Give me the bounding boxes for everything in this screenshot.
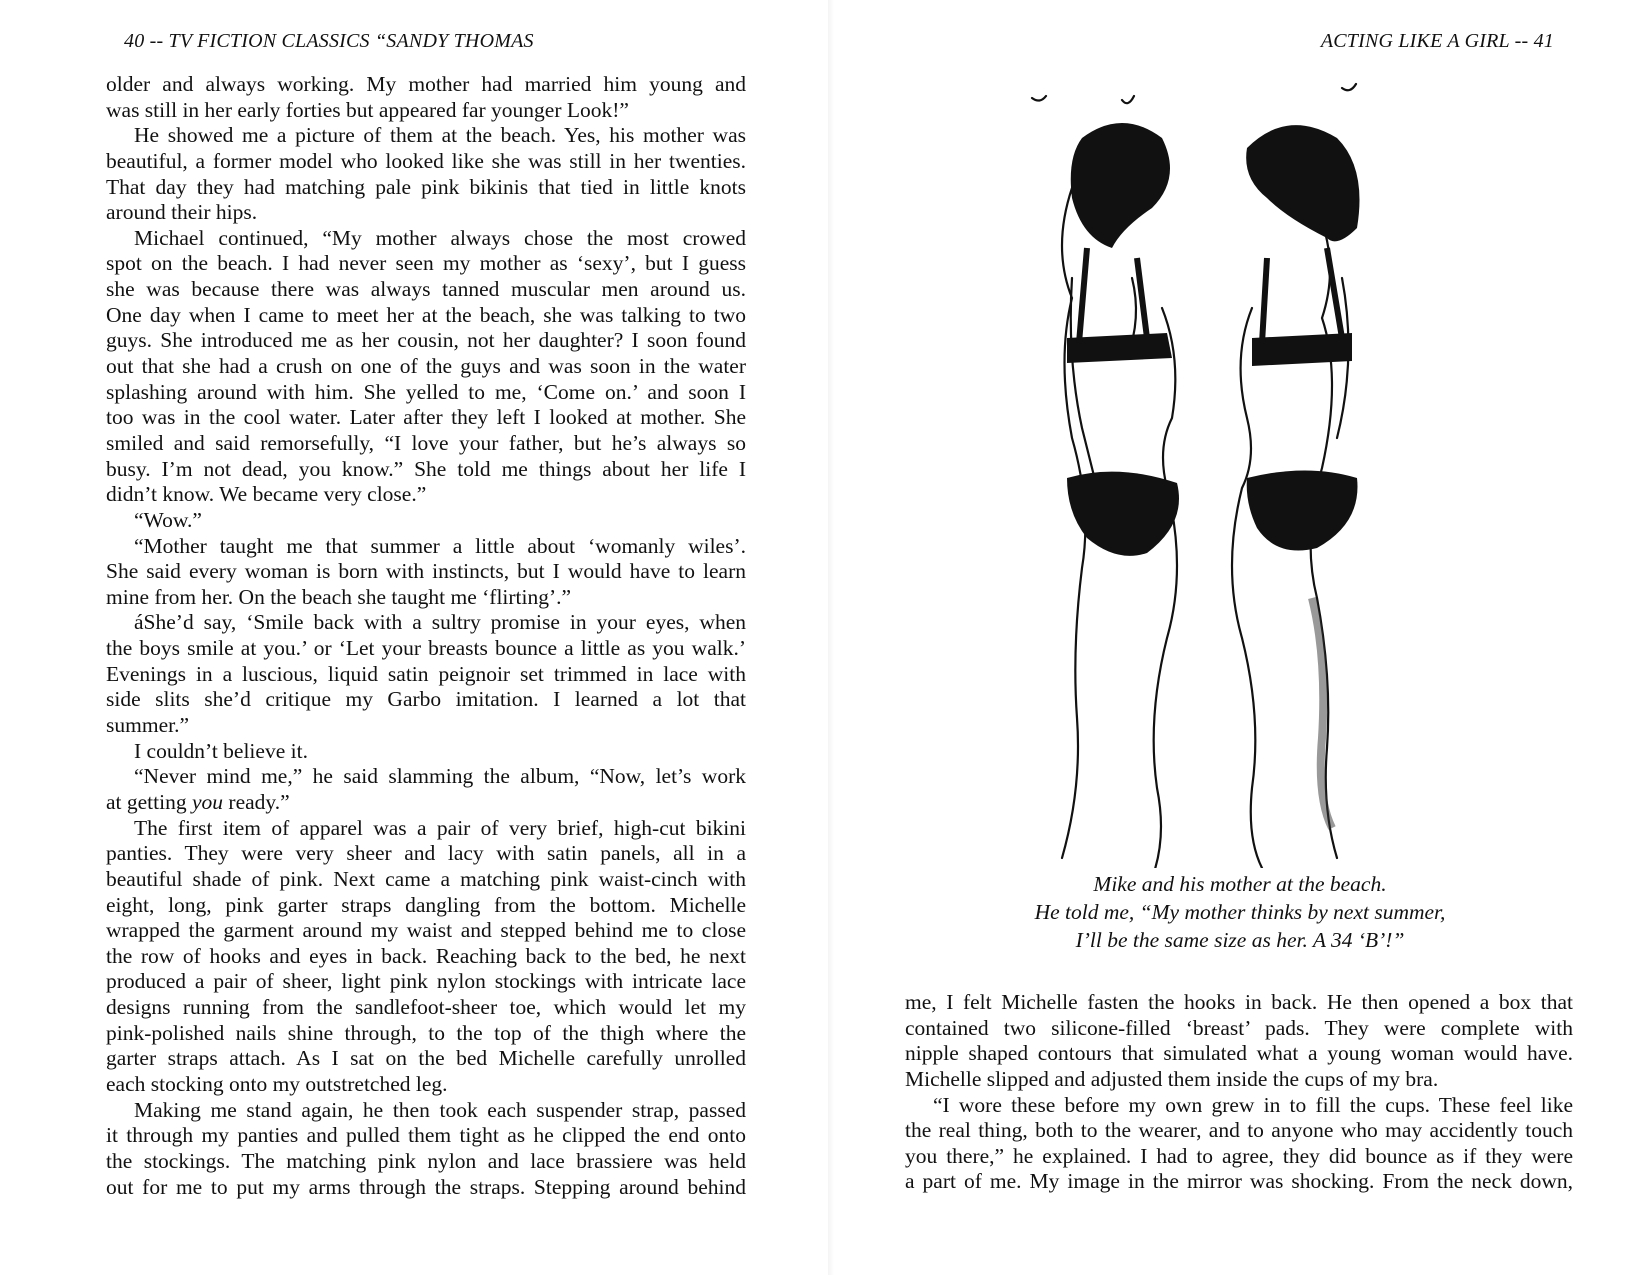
caption-line: I’ll be the same size as her. A 34 ‘B’!” [1075, 928, 1405, 952]
text-line: One day when I came to meet her at the beach, she was talking to two [106, 302, 746, 327]
text-line: áShe’d say, ‘Smile back with a sultry promise in your eyes, when [134, 610, 746, 635]
text-line: side slits she’d critique my Garbo imitation. I learned a lot that [106, 687, 746, 712]
text-line: smiled and said remorsefully, “I love your father, but he’s always so [106, 430, 746, 455]
text-line: wrapped the garment around my waist and stepped behind me to close [106, 918, 746, 943]
text-line: didn’t know. We became very close.” [106, 482, 427, 507]
text-line: the stockings. The matching pink nylon and lace brassiere was held [106, 1148, 746, 1173]
text-line: nipple shaped contours that simulated what a young woman would have. [905, 1041, 1573, 1066]
text-line: older and always working. My mother had married him young and [106, 72, 746, 96]
text-line: produced a pair of sheer, light pink nylon stockings with intricate lace [106, 969, 746, 994]
right-running-header: ACTING LIKE A GIRL -- 41 [1320, 30, 1554, 52]
text-line: out for me to put my arms through the straps. Stepping around behind [106, 1174, 746, 1199]
left-running-header: 40 -- TV FICTION CLASSICS “SANDY THOMAS [124, 30, 534, 52]
emphasized-word: you [191, 789, 224, 814]
right-page [830, 0, 1650, 1275]
text-line: spot on the beach. I had never seen my mother as ‘sexy’, but I guess [106, 251, 746, 276]
text-line: “Mother taught me that summer a little about ‘womanly wiles’. [134, 533, 746, 558]
text-line: splashing around with him. She yelled to me, ‘Come on.’ and soon I [106, 379, 746, 404]
text-line: garter straps attach. As I sat on the bed Michelle carefully unrolled [106, 1046, 746, 1071]
left-page-body [106, 72, 746, 1200]
text-line: eight, long, pink garter straps dangling from the bottom. Michelle [106, 892, 746, 917]
text-line: busy. I’m not dead, you know.” She told me things about her life I [106, 456, 746, 481]
text-line: Michelle slipped and adjusted them inside the cups of my bra. [905, 1066, 1439, 1091]
text-line: you there,” he explained. I had to agree, they did bounce as if they were [905, 1143, 1573, 1168]
illustration-two-women-in-bikinis [1012, 78, 1462, 868]
text-line: mine from her. On the beach she taught me ‘flirting’.” [106, 584, 572, 609]
text-line: beautiful shade of pink. Next came a matching pink waist-cinch with [106, 866, 746, 891]
text-line: I couldn’t believe it. [134, 738, 308, 763]
caption-line: He told me, “My mother thinks by next summer, [1034, 900, 1446, 924]
text-line: designs running from the sandlefoot-sheer toe, which would let my [106, 995, 746, 1020]
text-line: me, I felt Michelle fasten the hooks in back. He then opened a box that [905, 990, 1573, 1014]
illustration-caption [990, 870, 1490, 954]
text-line: She said every woman is born with instincts, but I would have to learn [106, 559, 746, 584]
text-line: He showed me a picture of them at the beach. Yes, his mother was [134, 123, 746, 148]
text-line: out that she had a crush on one of the guys and was soon in the water [106, 354, 746, 379]
text-line: That day they had matching pale pink bikinis that tied in little knots [106, 174, 746, 199]
text-line: panties. They were very sheer and lacy with satin panels, all in a [106, 841, 746, 866]
text-fragment: ready.” [223, 789, 290, 814]
text-line: pink-polished nails shine through, to the top of the thigh where the [106, 1020, 746, 1045]
text-line: “Wow.” [134, 507, 202, 532]
caption-line: Mike and his mother at the beach. [1093, 872, 1387, 896]
text-line: contained two silicone-filled ‘breast’ pads. They were complete with [905, 1015, 1573, 1040]
text-line [106, 790, 746, 816]
text-line: the row of hooks and eyes in back. Reaching back to the bed, he next [106, 943, 746, 968]
text-line: guys. She introduced me as her cousin, not her daughter? I soon found [106, 328, 746, 353]
text-line: the boys smile at you.’ or ‘Let your breasts bounce a little as you walk.’ [106, 636, 746, 661]
text-line: “I wore these before my own grew in to fill the cups. These feel like [933, 1092, 1573, 1117]
text-line: The first item of apparel was a pair of very brief, high-cut bikini [134, 815, 746, 840]
text-line: Making me stand again, he then took each suspender strap, passed [134, 1097, 746, 1122]
right-page-body [905, 990, 1573, 1195]
text-line: each stocking onto my outstretched leg. [106, 1071, 448, 1096]
text-line: she was because there was always tanned muscular men around us. [106, 277, 746, 302]
text-line: a part of me. My image in the mirror was shocking. From the neck down, [905, 1169, 1573, 1194]
text-line: it through my panties and pulled them tight as he clipped the end onto [106, 1123, 746, 1148]
text-line: “Never mind me,” he said slamming the album, “Now, let’s work [134, 764, 746, 789]
text-line: too was in the cool water. Later after they left I looked at mother. She [106, 405, 746, 430]
text-line: was still in her early forties but appeared far younger Look!” [106, 97, 629, 122]
text-line: around their hips. [106, 200, 258, 225]
text-line: summer.” [106, 713, 189, 738]
text-fragment: at getting [106, 789, 192, 814]
text-line: the real thing, both to the wearer, and to anyone who may accidently touch [905, 1118, 1573, 1143]
text-line: Evenings in a luscious, liquid satin peignoir set trimmed in lace with [106, 661, 746, 686]
text-line: beautiful, a former model who looked like she was still in her twenties. [106, 148, 746, 173]
text-line: Michael continued, “My mother always chose the most crowed [134, 225, 746, 250]
